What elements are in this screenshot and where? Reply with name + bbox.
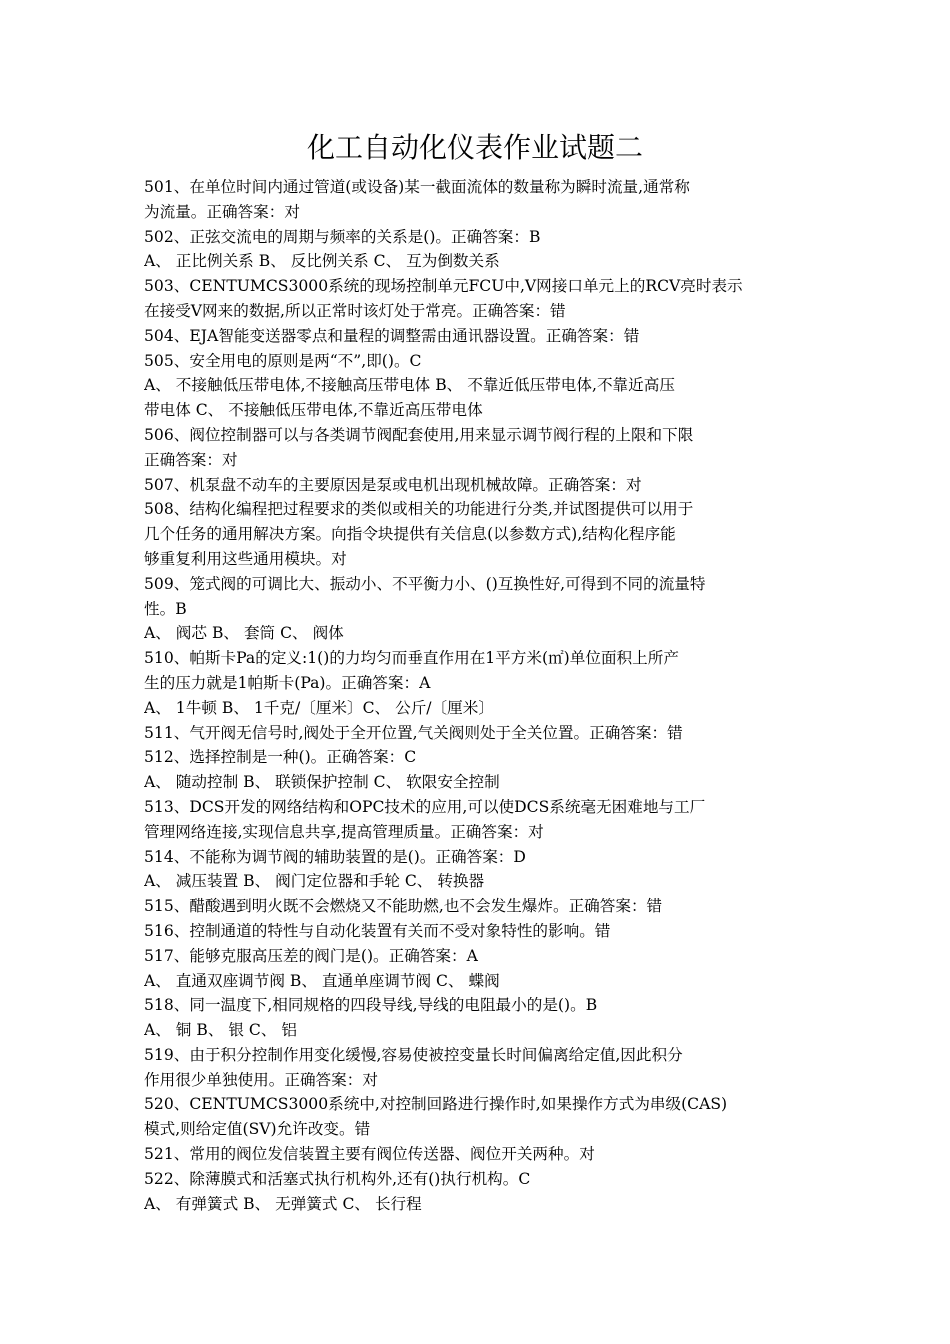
text-line: 管理网络连接,实现信息共享,提高管理质量。正确答案：对 [144,822,544,841]
text-line: 作用很少单独使用。正确答案：对 [144,1070,378,1089]
text-line: 501、在单位时间内通过管道(或设备)某一截面流体的数量称为瞬时流量,通常称 [144,178,690,196]
text-line: 520、CENTUMCS3000系统中,对控制回路进行操作时,如果操作方式为串级(CAS) [144,1095,728,1114]
text-line: A、 正比例关系 B、 反比例关系 C、 互为倒数关系 [144,252,500,271]
text-line: A、 随动控制 B、 联锁保护控制 C、 软限安全控制 [144,773,500,792]
text-line: 507、机泵盘不动车的主要原因是泵或电机出现机械故障。正确答案：对 [144,475,642,494]
text-line: A、 减压装置 B、 阀门定位器和手轮 C、 转换器 [144,872,485,891]
text-line: 509、笼式阀的可调比大、振动小、不平衡力小、()互换性好,可得到不同的流量特 [144,574,706,593]
text-line: 502、正弦交流电的周期与频率的关系是()。正确答案：B [144,227,541,246]
text-line: 517、能够克服高压差的阀门是()。正确答案：A [144,946,478,965]
text-line: 505、安全用电的原则是两“不”,即()。C [144,351,422,370]
question-list [144,175,808,1216]
text-line: A、 有弹簧式 B、 无弹簧式 C、 长行程 [144,1194,422,1213]
text-line: A、 1牛顿 B、 1千克/〔厘米〕C、 公斤/〔厘米〕 [144,698,494,717]
text-line: A、 铜 B、 银 C、 铝 [144,1021,297,1040]
text-line: 503、CENTUMCS3000系统的现场控制单元FCU中,V网接口单元上的RCV亮时表示 [144,277,743,296]
text-line: 为流量。正确答案：对 [144,202,300,221]
text-line: 性。B [144,599,187,618]
text-line: 513、DCS开发的网络结构和OPC技术的应用,可以使DCS系统毫无困难地与工厂 [144,797,706,816]
text-line: 508、结构化编程把过程要求的类似或相关的功能进行分类,并试图提供可以用于 [144,500,694,519]
text-line: 515、醋酸遇到明火既不会燃烧又不能助燃,也不会发生爆炸。正确答案：错 [144,897,663,916]
text-line: A、 直通双座调节阀 B、 直通单座调节阀 C、 蝶阀 [144,971,500,990]
text-line: 模式,则给定值(SV)允许改变。错 [144,1120,371,1139]
text-line: 516、控制通道的特性与自动化装置有关而不受对象特性的影响。错 [144,921,611,940]
text-line: 504、EJA智能变送器零点和量程的调整需由通讯器设置。正确答案：错 [144,326,640,345]
text-line: A、 阀芯 B、 套筒 C、 阀体 [144,624,344,643]
document-title: 化工自动化仪表作业试题二 [306,131,643,164]
text-line: 511、气开阀无信号时,阀处于全开位置,气关阀则处于全关位置。正确答案：错 [144,723,683,742]
text-line: 518、同一温度下,相同规格的四段导线,导线的电阻最小的是()。B [144,996,598,1015]
text-line: 正确答案：对 [144,450,238,469]
text-line: 519、由于积分控制作用变化缓慢,容易使被控变量长时间偏离给定值,因此积分 [144,1045,683,1064]
text-line: 510、帕斯卡Pa的定义:1()的力均匀而垂直作用在1平方米(㎡)单位面积上所产 [144,649,679,668]
text-line: 521、常用的阀位发信装置主要有阀位传送器、阀位开关两种。对 [144,1145,595,1164]
text-line: A、 不接触低压带电体,不接触高压带电体 B、 不靠近低压带电体,不靠近高压 [144,376,675,395]
text-line: 生的压力就是1帕斯卡(Pa)。正确答案：A [144,673,431,692]
text-line: 512、选择控制是一种()。正确答案：C [144,748,417,767]
text-line: 在接受V网来的数据,所以正常时该灯处于常亮。正确答案：错 [144,301,566,320]
text-line: 514、不能称为调节阀的辅助装置的是()。正确答案：D [144,847,526,866]
text-line: 够重复利用这些通用模块。对 [144,549,347,568]
text-line: 522、除薄膜式和活塞式执行机构外,还有()执行机构。C [144,1169,531,1188]
text-line: 506、阀位控制器可以与各类调节阀配套使用,用来显示调节阀行程的上限和下限 [144,425,694,444]
text-line: 带电体 C、 不接触低压带电体,不靠近高压带电体 [144,401,483,420]
text-line: 几个任务的通用解决方案。向指令块提供有关信息(以参数方式),结构化程序能 [144,525,676,544]
